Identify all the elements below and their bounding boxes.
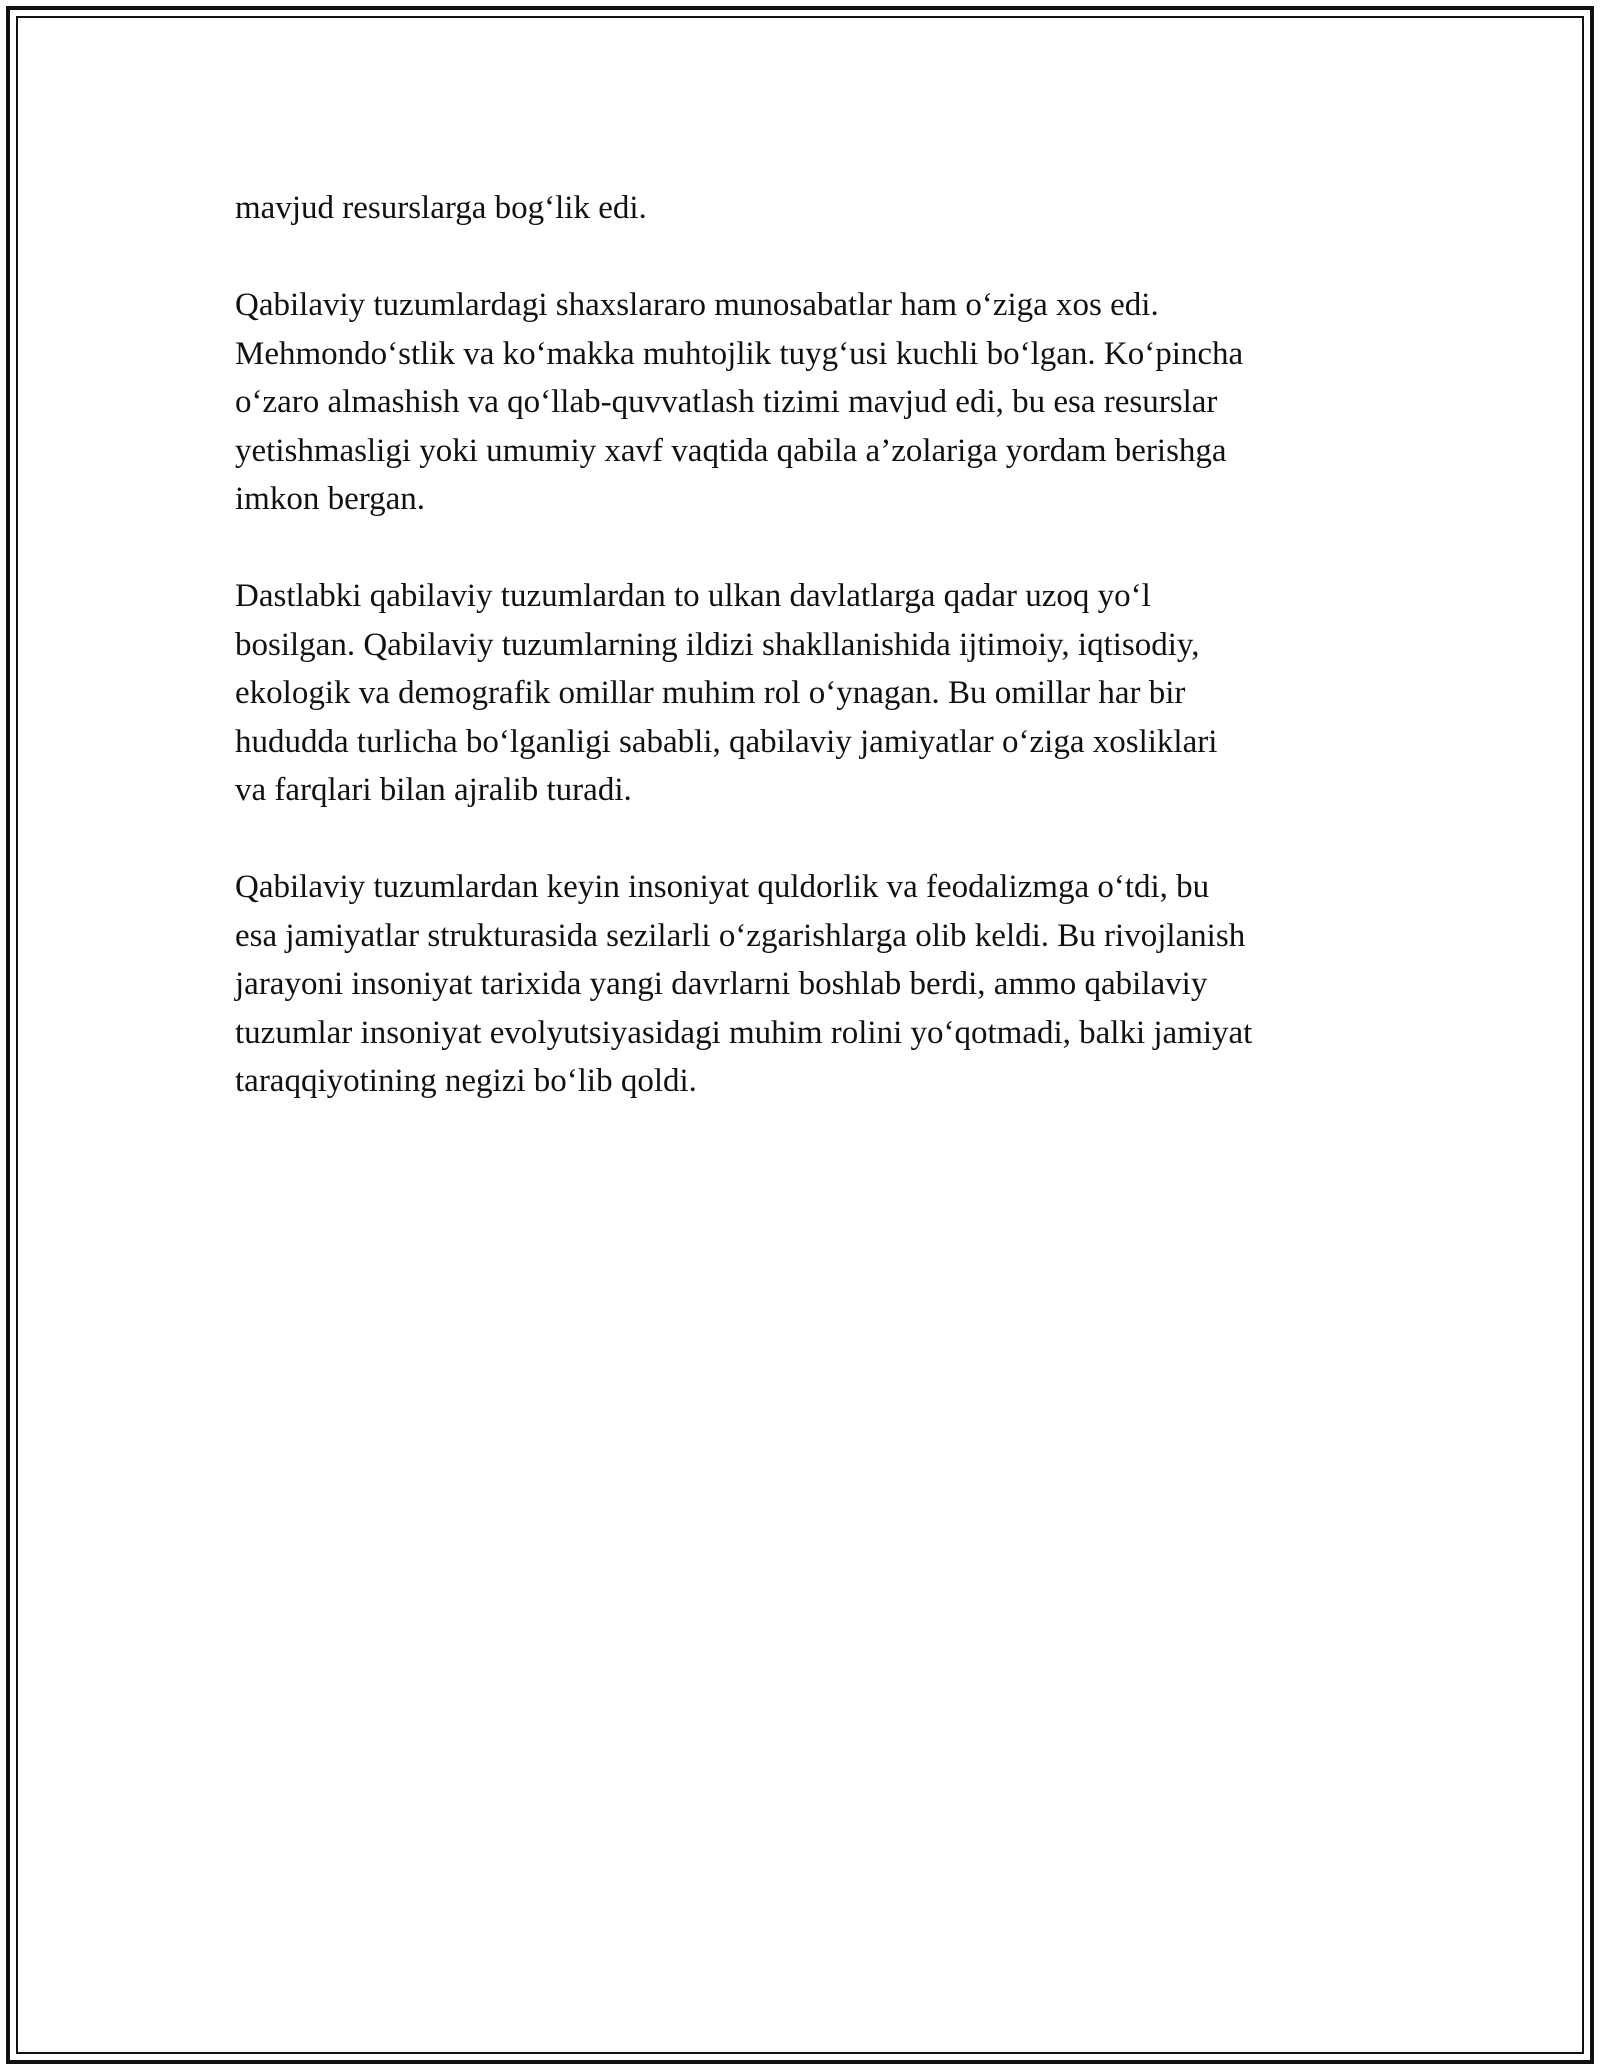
text-line: imkon bergan. [235, 481, 426, 517]
text-line: esa jamiyatlar strukturasida sezilarli o‘zgarishlarga olib keldi. Bu rivojlanish [235, 917, 1246, 954]
paragraph-1 [235, 184, 1385, 233]
document-body [235, 184, 1385, 1154]
text-line: ekologik va demografik omillar muhim rol o‘ynagan. Bu omillar har bir [235, 675, 1186, 711]
text-line: jarayoni insoniyat tarixida yangi davrlarni boshlab berdi, ammo qabilaviy [235, 966, 1208, 1002]
text-line: o‘zaro almashish va qo‘llab-quvvatlash tizimi mavjud edi, bu esa resurslar [235, 384, 1218, 420]
text-line: Qabilaviy tuzumlardan keyin insoniyat quldorlik va feodalizmga o‘tdi, bu [235, 869, 1210, 905]
text-line: mavjud resurslarga bog‘lik edi. [235, 190, 647, 226]
paragraph-2 [235, 281, 1385, 524]
text-line: Mehmondo‘stlik va ko‘makka muhtojlik tuyg‘usi kuchli bo‘lgan. Ko‘pincha [235, 335, 1244, 372]
text-line: yetishmasligi yoki umumiy xavf vaqtida qabila a’zolariga yordam berishga [235, 432, 1227, 469]
text-line: va farqlari bilan ajralib turadi. [235, 772, 632, 808]
text-line: Qabilaviy tuzumlardagi shaxslararo munosabatlar ham o‘ziga xos edi. [235, 287, 1159, 323]
text-line: Dastlabki qabilaviy tuzumlardan to ulkan davlatlarga qadar uzoq yo‘l [235, 578, 1151, 614]
text-line: tuzumlar insoniyat evolyutsiyasidagi muhim rolini yo‘qotmadi, balki jamiyat [235, 1014, 1253, 1051]
text-line: bosilgan. Qabilaviy tuzumlarning ildizi shakllanishida ijtimoiy, iqtisodiy, [235, 626, 1200, 663]
paragraph-3 [235, 572, 1385, 815]
text-line: hududda turlicha bo‘lganligi sababli, qabilaviy jamiyatlar o‘ziga xosliklari [235, 723, 1218, 760]
text-line: taraqqiyotining negizi bo‘lib qoldi. [235, 1063, 697, 1099]
paragraph-4 [235, 863, 1385, 1106]
